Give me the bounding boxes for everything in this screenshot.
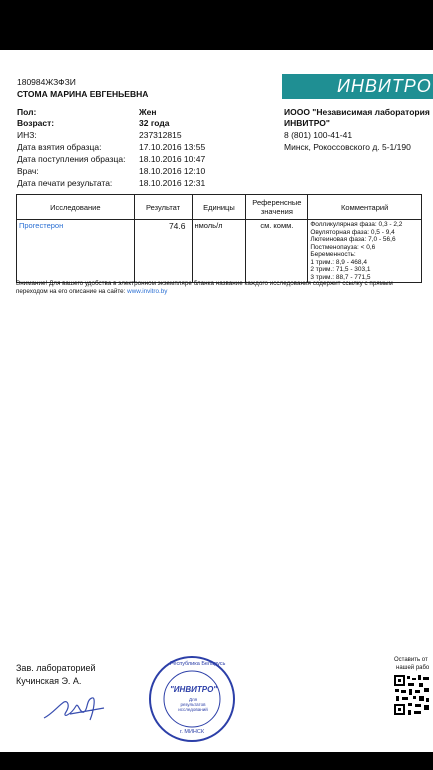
age-value: 32 года — [139, 118, 170, 128]
comment-line: 2 трим.: 71,5 - 303,1 — [310, 266, 371, 273]
head-name: Кучинская Э. А. — [16, 676, 82, 686]
comment-cell — [308, 220, 422, 283]
test-name-link[interactable]: Прогестерон — [17, 220, 135, 283]
comment-line: 1 трим.: 8,9 - 468,4 — [310, 258, 367, 266]
qr-caption-2: нашей рабо — [396, 665, 430, 671]
comment-line: Фолликулярная фаза: 0,3 - 2,2 — [310, 221, 403, 228]
sex-value: Жен — [139, 107, 157, 117]
comment-line: Овуляторная фаза: 0,5 - 9,4 — [310, 228, 395, 236]
reference-value: см. комм. — [246, 220, 308, 283]
sample-received-value: 18.10.2016 10:47 — [139, 154, 206, 164]
stamp-sub: Для результатов исследований — [178, 697, 208, 712]
top-black-bar — [0, 0, 433, 50]
patient-name: СТОМА МАРИНА ЕВГЕНЬЕВНА — [17, 89, 149, 99]
results-table — [16, 194, 422, 283]
invitro-logo: ИНВИТРО — [282, 74, 433, 99]
comment-line: Постменопауза: < 0,6 — [310, 243, 376, 251]
sample-taken-value: 17.10.2016 13:55 — [139, 142, 206, 152]
comment-line: Беременность: — [310, 251, 356, 258]
signature — [40, 692, 110, 728]
units-value: нмоль/л — [192, 220, 246, 283]
result-value: 74.6 — [134, 220, 192, 283]
sex-label: Пол: — [17, 107, 37, 117]
lab-name-line1: ИООО "Независимая лаборатория — [284, 107, 430, 117]
doctor-value: 18.10.2016 12:10 — [139, 166, 206, 176]
header-test: Исследование — [17, 195, 135, 220]
age-label: Возраст: — [17, 118, 55, 128]
print-date-value: 18.10.2016 12:31 — [139, 178, 206, 188]
stamp-city: г. МИНСК — [180, 729, 205, 735]
comment-line: 3 трим.: 88,7 - 771,5 — [310, 273, 371, 281]
bottom-black-bar — [0, 752, 433, 770]
lab-phone: 8 (801) 100-41-41 — [284, 130, 353, 140]
invitro-site-link[interactable]: www.invitro.by — [127, 288, 168, 295]
head-title: Зав. лабораторией — [16, 663, 96, 673]
sample-received-label: Дата поступления образца: — [17, 154, 126, 164]
table-header-row — [17, 195, 422, 220]
header-result: Результат — [134, 195, 192, 220]
table-row — [17, 220, 422, 283]
lab-name-line2: ИНВИТРО" — [284, 118, 330, 128]
stamp-top-text: Республика Беларусь — [170, 661, 226, 667]
print-date-label: Дата печати результата: — [17, 178, 113, 188]
stamp-brand: "ИНВИТРО" — [170, 685, 218, 694]
sample-taken-label: Дата взятия образца: — [17, 142, 102, 152]
barcode-id: 180984ЖЗФЗИ — [17, 77, 76, 87]
header-comment: Комментарий — [308, 195, 422, 220]
inz-value: 237312815 — [139, 130, 182, 140]
header-reference: Референсные значения — [246, 195, 308, 220]
comment-line: Лютеиновая фаза: 7,0 - 56,6 — [310, 236, 396, 243]
lab-stamp — [148, 655, 236, 743]
lab-address: Минск, Рокоссовского д. 5-1/190 — [284, 142, 411, 152]
notice-line1: Внимание! Для вашего удобства в электронном экземпляре бланка название каждого исследования содержит ссылку с прямым — [16, 280, 393, 287]
header-units: Единицы — [192, 195, 246, 220]
inz-label: ИНЗ: — [17, 130, 37, 140]
notice-prefix: переходом на его описание на сайте: — [16, 288, 126, 295]
doctor-label: Врач: — [17, 166, 39, 176]
qr-caption-1: Оставить от — [394, 657, 428, 663]
notice-line2 — [16, 288, 167, 295]
qr-code-icon[interactable] — [393, 674, 431, 718]
